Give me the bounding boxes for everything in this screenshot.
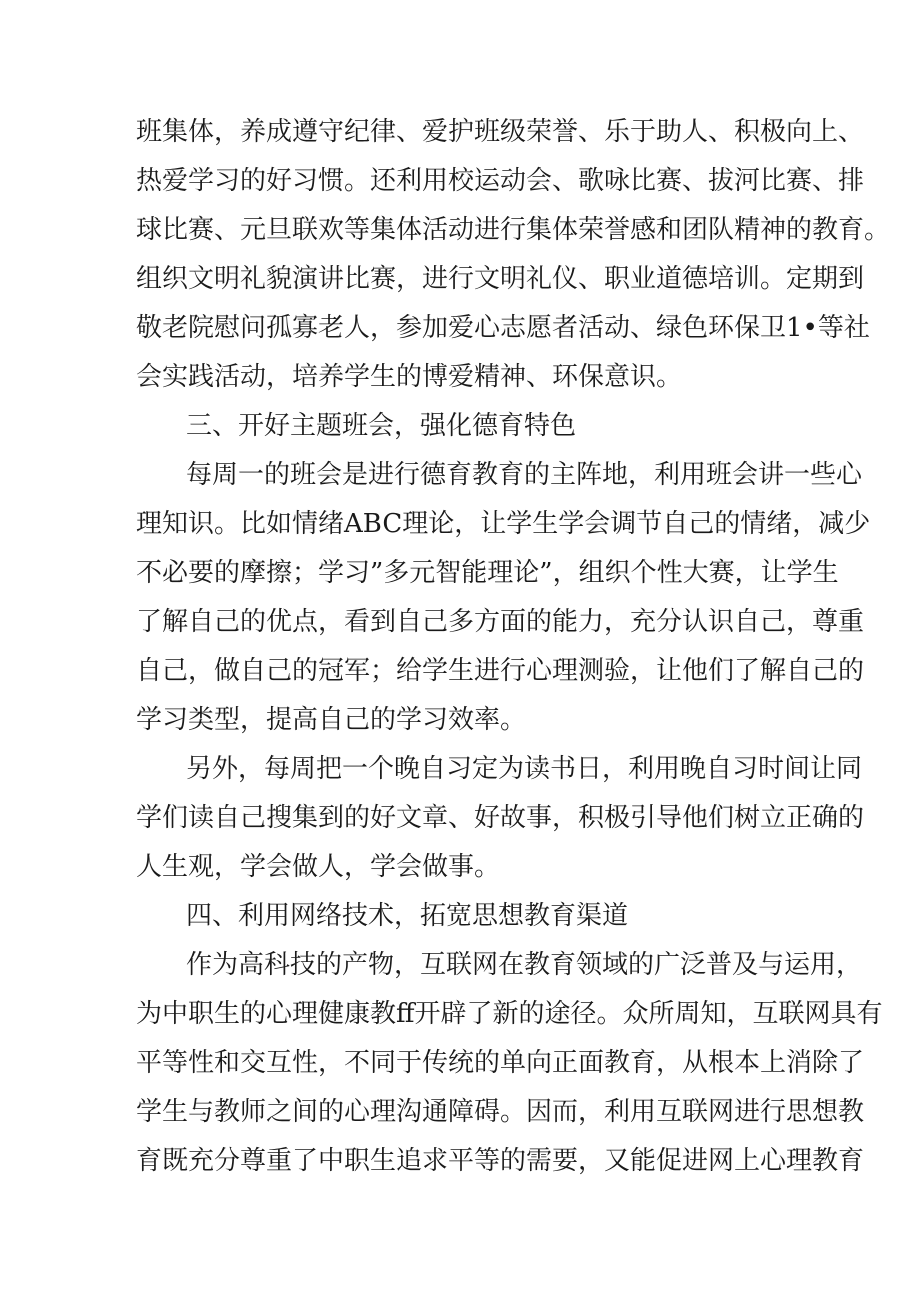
text-line: 自己，做自己的冠军；给学生进行心理测验，让他们了解自己的 [136, 656, 865, 686]
text-line: 敬老院慰问孤寡老人，参加爱心志愿者活动、绿色环保卫1•等社 [136, 313, 870, 343]
section-heading: 三、开好主题班会，强化德育特色 [186, 411, 577, 441]
text-line: 另外，每周把一个晚自习定为读书日，利用晚自习时间让同 [186, 754, 863, 784]
text-line: 作为高科技的产物，互联网在教育领域的广泛普及与运用， [186, 950, 863, 980]
text-line: 球比赛、元旦联欢等集体活动进行集体荣誉感和团队精神的教育。 [136, 215, 891, 245]
text-line: 学习类型，提高自己的学习效率。 [136, 705, 527, 735]
text-line: 学生与教师之间的心理沟通障碍。因而，利用互联网进行思想教 [136, 1097, 865, 1127]
text-line: 会实践活动，培养学生的博爱精神、环保意识。 [136, 362, 683, 392]
text-line: 为中职生的心理健康教ff开辟了新的途径。众所周知，互联网具有 [136, 999, 883, 1029]
text-line: 平等性和交互性，不同于传统的单向正面教育，从根本上消除了 [136, 1048, 865, 1078]
section-heading: 四、利用网络技术，拓宽思想教育渠道 [186, 901, 629, 931]
text-line: 学们读自己搜集到的好文章、好故事，积极引导他们树立正确的 [136, 803, 865, 833]
text-line: 热爱学习的好习惯。还利用校运动会、歌咏比赛、拔河比赛、排 [136, 166, 865, 196]
text-line: 人生观，学会做人，学会做事。 [136, 852, 501, 882]
text-line: 每周一的班会是进行德育教育的主阵地，利用班会讲一些心 [186, 460, 863, 490]
text-line: 组织文明礼貌演讲比赛，进行文明礼仪、职业道德培训。定期到 [136, 264, 865, 294]
text-line: 理知识。比如情绪ABC理论，让学生学会调节自己的情绪，减少 [136, 509, 871, 539]
text-line: 不必要的摩擦；学习”多元智能理论”，组织个性大赛，让学生 [136, 558, 839, 588]
text-line: 育既充分尊重了中职生追求平等的需要，又能促进网上心理教育 [136, 1146, 865, 1176]
text-line: 了解自己的优点，看到自己多方面的能力，充分认识自己，尊重 [136, 607, 865, 637]
text-line: 班集体，养成遵守纪律、爱护班级荣誉、乐于助人、积极向上、 [136, 117, 865, 147]
